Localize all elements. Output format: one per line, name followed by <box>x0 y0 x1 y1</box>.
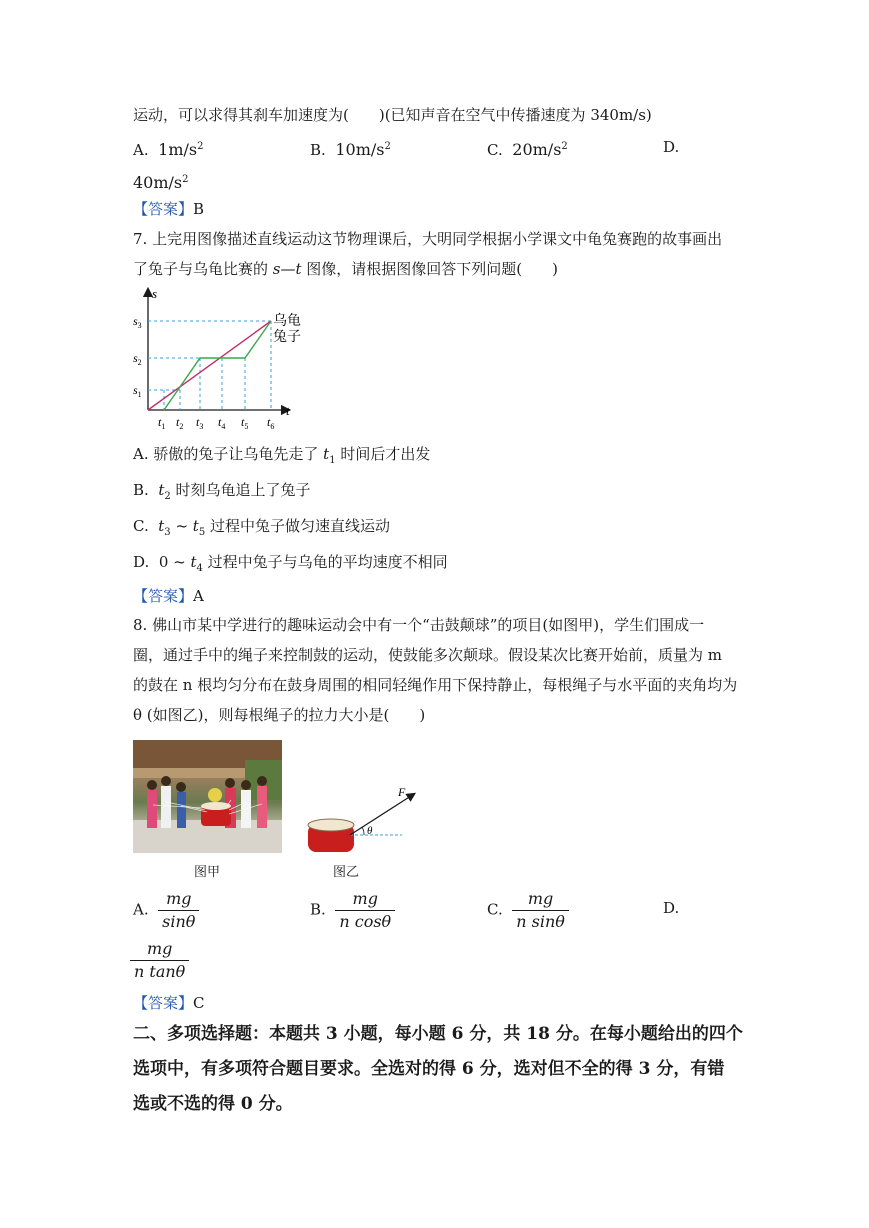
q6-option-c: C. $20m/s^2$ <box>487 140 568 159</box>
force-label: F <box>398 785 406 799</box>
q7-option-c: C. $t_3$ ~ $t_5$ 过程中兔子做匀速直线运动 <box>133 517 390 538</box>
tortoise-line <box>148 321 271 410</box>
tortoise-label: 乌龟 <box>273 313 301 329</box>
fig-b-caption: 图乙 <box>333 865 360 880</box>
q6-option-d-value: $40m/s^2$ <box>133 173 189 192</box>
q8-line-4: θ (如图乙)，则每根绳子的拉力大小是( ) <box>133 706 426 724</box>
q8-option-c: C. $\frac{mg}{\text{n sinθ}}$ <box>487 888 569 933</box>
q6-option-d-letter: D. <box>663 138 680 156</box>
section2-line-1: 二、多项选择题：本题共 3 小题，每小题 6 分，共 18 分。在每小题给出的四个 <box>133 1024 743 1044</box>
q7-line-2: 了兔子与乌龟比赛的 s—t 图像，请根据图像回答下列问题( ) <box>133 260 558 278</box>
drum-game-photo <box>133 740 282 853</box>
q7-line-1: 7. 上完用图像描述直线运动这节物理课后，大明同学根据小学课文中龟兔赛跑的故事画出 <box>133 230 723 248</box>
svg-text:t6: $t_6$ <box>267 415 275 431</box>
q8-option-a: A. $\frac{mg}{\sin\theta}$ <box>133 888 199 933</box>
svg-text:t4: $t_4$ <box>218 415 226 431</box>
q7-answer: 【答案】A <box>133 587 204 605</box>
drum-force-diagram <box>302 782 422 857</box>
q7-option-a: A. 骄傲的兔子让乌龟先走了 $t_1$ 时间后才出发 <box>133 445 431 466</box>
q8-answer: 【答案】C <box>133 994 205 1012</box>
q6-line-tail: 运动，可以求得其刹车加速度为( )(已知声音在空气中传播速度为 340m/s) <box>133 106 652 124</box>
q7-option-d: D. 0 ~ $t_4$ 过程中兔子与乌龟的平均速度不相同 <box>133 553 448 574</box>
q6-option-b: B. $10m/s^2$ <box>310 140 391 159</box>
svg-text:s3: $s_3$ <box>133 314 142 330</box>
svg-text:t2: $t_2$ <box>176 415 184 431</box>
svg-text:t1: $t_1$ <box>158 415 166 431</box>
q6-answer: 【答案】B <box>133 200 205 218</box>
angle-label: θ <box>367 825 373 837</box>
svg-text:t3: $t_3$ <box>196 415 204 431</box>
q8-line-3: 的鼓在 n 根均匀分布在鼓身周围的相同轻绳作用下保持静止，每根绳子与水平面的夹角均为 <box>133 676 738 694</box>
fig-a-caption: 图甲 <box>194 865 221 880</box>
q7-option-b: B. $t_2$ 时刻乌龟追上了兔子 <box>133 481 311 502</box>
q8-option-b: B. $\frac{mg}{\text{n cosθ}}$ <box>310 888 395 933</box>
drum-head <box>308 819 354 831</box>
svg-text:s2: $s_2$ <box>133 351 142 367</box>
q8-option-d-letter: D. <box>663 899 680 917</box>
x-axis-label: t <box>286 403 290 418</box>
y-axis-label: s <box>152 286 158 301</box>
angle-arc <box>362 827 364 835</box>
q8-line-1: 8. 佛山市某中学进行的趣味运动会中有一个“击鼓颠球”的项目(如图甲)，学生们围成一 <box>133 616 705 634</box>
q6-option-a: A. $1m/s^2$ <box>133 140 204 159</box>
force-arrow <box>350 794 414 835</box>
section2-line-3: 选或不选的得 0 分。 <box>133 1094 293 1114</box>
section2-line-2: 选项中，有多项符合题目要求。全选对的得 6 分，选对但不全的得 3 分，有错 <box>133 1059 725 1079</box>
q8-line-2: 圈，通过手中的绳子来控制鼓的运动，使鼓能多次颠球。假设某次比赛开始前，质量为 m <box>133 646 722 664</box>
st-graph <box>128 284 308 434</box>
svg-text:s1: $s_1$ <box>133 383 142 399</box>
svg-text:t5: $t_5$ <box>241 415 249 431</box>
q8-option-d-value: $\frac{mg}{\text{n tanθ}}$ <box>130 938 189 983</box>
rabbit-label: 兔子 <box>273 329 301 345</box>
